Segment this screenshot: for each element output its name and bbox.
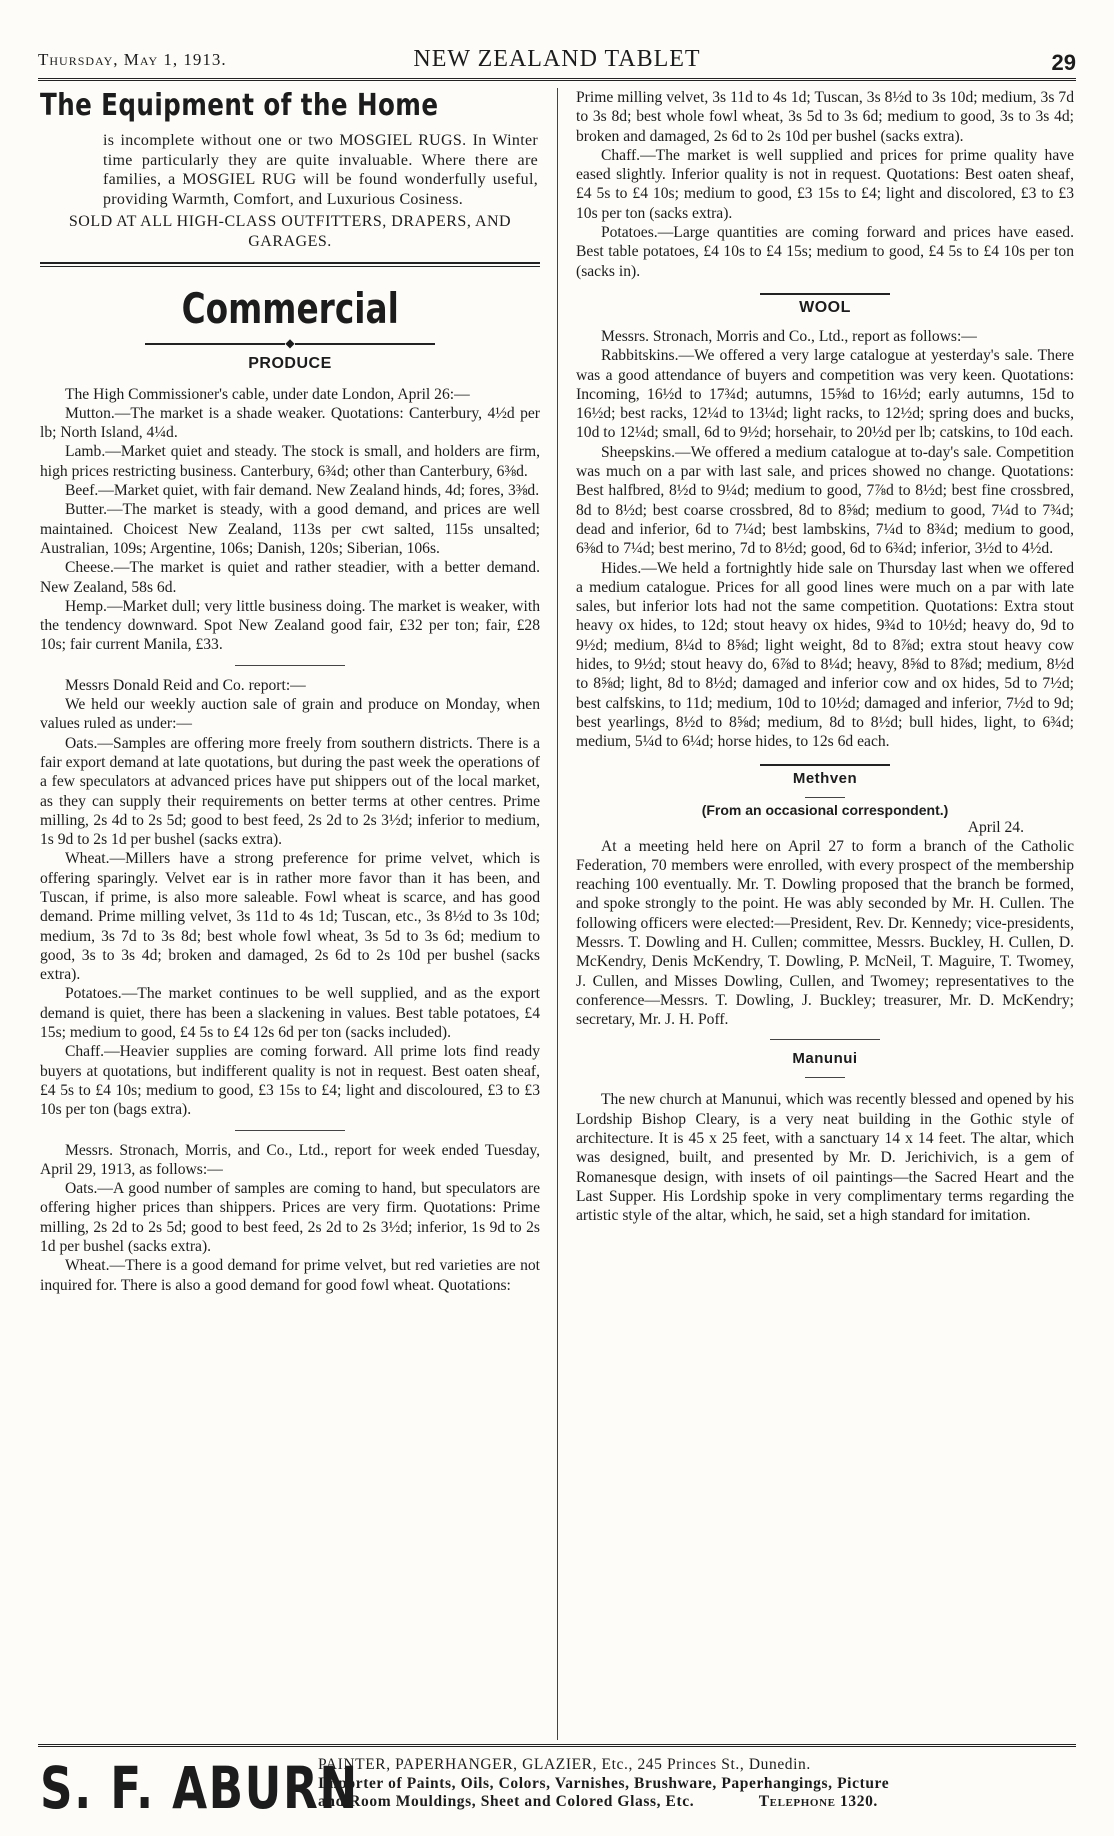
article-paragraph: Chaff.—The market is well supplied and prices for prime quality have eased slightly. Inferior quality is not in request. Quotations: Best oaten sheaf, £4 5s to £4 10s; medium to good, £3 15s to £4; light and discolored, £3 to £3 10s per ton (sacks extra).: [576, 146, 1074, 222]
wool-report: [576, 327, 1074, 752]
divider: [235, 665, 345, 666]
article-paragraph: Messrs Donald Reid and Co. report:—: [64, 676, 306, 694]
divider: [805, 797, 845, 798]
donald-reid-report: [40, 676, 540, 1120]
aburn-logo: S. F. ABURN: [40, 1754, 359, 1822]
cable-report: [40, 385, 540, 655]
correspondent-note: (From an occasional correspondent.): [701, 801, 949, 818]
dateline: April 24.: [967, 818, 1024, 836]
stronach-report: [40, 1141, 540, 1295]
article-paragraph: The High Commissioner's cable, under date London, April 26:—: [64, 385, 470, 403]
article-paragraph: We held our weekly auction sale of grain and produce on Monday, when values ruled as under:—: [40, 696, 540, 733]
article-paragraph: Wheat.—There is a good demand for prime velvet, but red varieties are not inquired for. There is also a good demand for good fowl wheat. Quotations:: [40, 1257, 540, 1294]
article-paragraph: Cheese.—The market is quiet and rather steadier, with a better demand. New Zealand, 58s 6d.: [40, 559, 540, 596]
article-paragraph: Messrs. Stronach, Morris, and Co., Ltd., report for week ended Tuesday, April 29, 1913, as follows:—: [40, 1141, 540, 1178]
right-column: [576, 88, 1074, 1226]
ad-headline: The Equipment of the Home: [40, 88, 439, 123]
header-page-number: 29: [1051, 50, 1076, 75]
article-paragraph: Sheepskins.—We offered a medium catalogue at to-day's sale. Competition was much on a par with last sale, and prices showed no change. Quotations: Best halfbred, 8½d to 9¼d; medium to good, 7⅞d to 8½d; best fine crossbred, 8d to 8½d; best coarse crossbred, 8d to 8⅝d; medium to good, 7¼d to 7¾d; dead and inferior, 6d to 7¼d; best lambskins, 7¼d to 8¾d; medium to good, 6⅜d to 7¼d; best merino, 7d to 8½d; good, 6d to 6¾d; inferior, 3½d to 4½d.: [576, 443, 1074, 558]
ornament-rule: ◆: [40, 337, 540, 349]
produce-heading: PRODUCE: [248, 354, 332, 372]
article-paragraph: Lamb.—Market quiet and steady. The stock is small, and holders are firm, high prices restricting business. Canterbury, 6¾d; other than Canterbury, 6⅜d.: [40, 443, 540, 480]
article-paragraph: Oats.—Samples are offering more freely from southern districts. There is a fair export demand at late quotations, but during the past week the operations of a few speculators at advanced prices have put shippers out of the local market, as they can supply their requirements on better terms at other centres. Prime milling, 2s 4d to 2s 5d; good to best feed, 2s 2d to 2s 3½d; inferior to medium, 1s 9d to 2s 1d per bushel (sacks extra).: [40, 734, 540, 849]
article-paragraph: Hemp.—Market dull; very little business doing. The market is weaker, with the tendency downward. Spot New Zealand good fair, £32 per ton; fair, £28 10s; fair current Manila, £33.: [40, 597, 540, 654]
stronach-continued: [576, 88, 1074, 281]
article-paragraph: Butter.—The market is steady, with a good demand, and prices are well maintained. Choicest New Zealand, 113s per cwt salted, 115s unsalted; Australian, 109s; Argentine, 106s; Danish, 120s; Siberian, 106s.: [40, 501, 540, 557]
header-rule: [38, 78, 1076, 81]
ad-sold-line: SOLD AT ALL HIGH-CLASS OUTFITTERS, DRAPERS, AND GARAGES.: [68, 213, 512, 250]
article-paragraph: Hides.—We held a fortnightly hide sale on Thursday last when we offered a medium catalogue. Prices for all good lines were much on a par with late sales, but inferior lots had not the same competition. Quotations: Extra stout heavy ox hides, to 12d; stout heavy ox hides, 9¾d to 10½d; heavy do, 9d to 9½d; medium, 8¼d to 8⅝d; light weight, 8d to 8⅞d; extra stout heavy cow hides, to 9½d; stout heavy do, 6⅞d to 8¼d; heavy, 8⅝d to 8⅞d; medium, 8½d to 8⅝d; light, 8d to 8½d; damaged and inferior cow and ox hides, 5d to 7½d; best calfskins, to 11d; medium, 10d to 10½d; damaged and inferior, 7½d to 9d; best yearlings, 8½d to 8⅝d; medium, 8d to 8½d; bull hides, light, to 6¾d; medium, 5¼d to 6¼d; horse hides, to 12s 6d each.: [576, 559, 1074, 751]
article-paragraph: Mutton.—The market is a shade weaker. Quotations: Canterbury, 4½d per lb; North Island, 4¼d.: [40, 404, 540, 442]
section-rule: [40, 262, 540, 267]
footer-rule: [38, 1744, 1076, 1747]
divider: [805, 1077, 845, 1078]
article-paragraph: The new church at Manunui, which was recently blessed and opened by his Lordship Bishop Cleary, is a very neat building in the Gothic style of architecture. It is 45 x 25 feet, with a sanctuary 14 x 14 feet. The altar, which was designed, built, and presented by Mr. D. Jerichivich, is a gem of Romanesque design, with insets of oil paintings—the Sacred Heart and the Last Supper. His Lordship spoke in very complimentary terms regarding the artistic style of the altar, which, he said, set a high standard for imitation.: [576, 1091, 1074, 1225]
column-divider: [557, 88, 558, 1740]
aburn-text: [318, 1756, 1078, 1812]
methven-heading: Methven: [792, 769, 858, 787]
commercial-heading: Commercial: [181, 283, 399, 333]
article-paragraph: Chaff.—Heavier supplies are coming forward. All prime lots find ready buyers at quotations, but indifferent quality is not in request. Best oaten sheaf, £4 5s to £4 10s; medium to good, £3 15s to £4; light and discoloured, £3 to £3 10s per ton (bags extra).: [40, 1043, 540, 1119]
divider: [770, 1039, 880, 1040]
article-paragraph: At a meeting held here on April 27 to form a branch of the Catholic Federation, 70 members were enrolled, with every prospect of the membership reaching 100 eventually. Mr. T. Dowling proposed that the branch be formed, and spoke strongly to the point. He was ably seconded by Mr. H. Cullen. The following officers were elected:—President, Rev. Dr. Kennedy; vice-presidents, Messrs. T. Dowling and H. Cullen; committee, Messrs. Buckley, H. Cullen, D. McKendry, Denis McKendry, T. Dowling, P. McNeil, T. Maguire, T. Twomey, J. Cullen, and Misses Dowling, Cullen, and Twomey; representatives to the conference—Messrs. T. Dowling, J. Buckley; treasurer, Mr. D. McKendry; secretary, Mr. J. H. Poff.: [576, 837, 1074, 1029]
article-paragraph: Oats.—A good number of samples are coming to hand, but speculators are offering higher prices than shippers. Prices are very firm. Quotations: Prime milling, 2s 2d to 2s 5d; good to best feed, 2s 2d to 2s 3½d; inferior, 1s 9d to 2s 1d per bushel (sacks extra).: [40, 1180, 540, 1256]
footer-line: PAINTER, PAPERHANGER, GLAZIER, Etc., 245 Princes St., Dunedin.: [318, 1756, 811, 1773]
left-column: [40, 88, 540, 1295]
section-rule: [760, 293, 890, 295]
wool-heading: WOOL: [799, 298, 851, 316]
footer-telephone: Telephone 1320.: [758, 1793, 878, 1810]
manunui-heading: Manunui: [792, 1050, 858, 1068]
article-paragraph: Beef.—Market quiet, with fair demand. New Zealand hinds, 4d; fores, 3⅜d.: [64, 482, 540, 500]
article-paragraph: Potatoes.—The market continues to be well supplied, and as the export demand is quiet, there has been a slackening in values. Best table potatoes, £4 15s; medium to good, £4 5s to £4 12s 6d per ton (sacks included).: [40, 985, 540, 1042]
header-title: NEW ZEALAND TABLET: [413, 46, 701, 72]
footer-line: [318, 1793, 1078, 1812]
mosgiel-advertisement: [40, 88, 540, 267]
header-date: Thursday, May 1, 1913.: [38, 50, 227, 69]
article-paragraph: Wheat.—Millers have a strong preference for prime velvet, which is offering sparingly. Velvet ear is in rather more favor than it has been, and Tuscan, if prime, is also more saleable. Fowl wheat is scarce, and has good demand. Prime milling velvet, 3s 11d to 4s 1d; Tuscan, etc., 3s 8½d to 3s 10d; medium, 3s 7d to 3s 8d; best whole fowl wheat, 3s 5d to 3s 6d; medium to good, 3s to 3s 4d; broken and damaged, 2s 6d to 2s 10d per bushel (sacks extra).: [40, 850, 540, 984]
aburn-advertisement: [40, 1756, 1074, 1826]
page-header: [38, 44, 1076, 78]
footer-line-text: and Room Mouldings, Sheet and Colored Glass, Etc.: [318, 1793, 695, 1810]
divider: [235, 1130, 345, 1131]
article-paragraph: Messrs. Stronach, Morris and Co., Ltd., report as follows:—: [600, 327, 977, 345]
section-rule: [760, 764, 890, 766]
footer-line: Importer of Paints, Oils, Colors, Varnishes, Brushware, Paperhangings, Picture: [318, 1774, 890, 1792]
ad-body: is incomplete without one or two MOSGIEL RUGS. In Winter time particularly they are quite invaluable. Where there are families, a MOSGIEL RUG will be found wonderfully useful, providing Warmth, Comfort, and Luxurious Cosiness.: [103, 132, 538, 208]
article-paragraph: Rabbitskins.—We offered a very large catalogue at yesterday's sale. There was a good attendance of buyers and competition was very keen. Quotations: Incoming, 16½d to 17¾d; autumns, 15⅝d to 16½d; early autumns, 15d to 16½d; best racks, 12¼d to 13¼d; light racks, to 12½d; spring does and bucks, 10d to 12¼d; small, 6d to 9½d; horsehair, to 20½d per lb; catskins, to 10d each.: [576, 347, 1074, 442]
article-paragraph: Potatoes.—Large quantities are coming forward and prices have eased. Best table potatoes, £4 10s to £4 15s; medium to good, £4 5s to £4 10s per ton (sacks in).: [576, 224, 1074, 280]
article-paragraph: Prime milling velvet, 3s 11d to 4s 1d; Tuscan, 3s 8½d to 3s 10d; medium, 3s 7d to 3s 8d; best whole fowl wheat, 3s 5d to 3s 6d; medium to good, 3s to 3s 4d; broken and damaged, 2s 6d to 2s 10d per bushel (sacks extra).: [576, 89, 1074, 145]
